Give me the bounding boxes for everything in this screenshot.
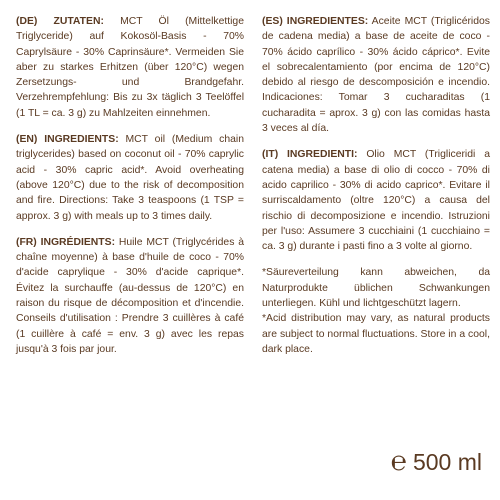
footnote-de: *Säureverteilung kann abweichen, da Naturprodukte üblichen Schwankungen unterliegen. Kühl und lichtgeschützt lagern. [262, 267, 490, 310]
net-volume [391, 448, 482, 476]
volume-amount: 500 ml [412, 449, 482, 475]
ingredients-fr-heading: (FR) INGRÉDIENTS: [16, 236, 116, 248]
ingredients-fr-text: Huile MCT (Triglycérides à chaîne moyenne) à base d'huile de coco - 70% d'acide caprylique - 30% d'acide caprique*. Évitez la surchauffe (au-dessus de 120°C) en raison du risque de décomposition et d'incendie. Conseils d'utilisation : Prendre 3 cuillères à café (1 cuillère à café = env. 3 g) avec les repas jusqu'à 3 fois par jour. [16, 236, 244, 355]
right-column [262, 14, 490, 357]
ingredients-it [262, 147, 490, 254]
ingredients-it-heading: (IT) INGREDIENTI: [262, 149, 358, 161]
ingredients-es-heading: (ES) INGREDIENTES: [262, 16, 369, 27]
ingredients-en-text: MCT oil (Medium chain triglycerides) based on coconut oil - 70% caprylic acid - 30% capric acid*. Avoid overheating (above 120°C) due to the risk of decomposition and fire. Directions: Take 3 teaspoons (1 TSP = approx. 3 g) with meals up to 3 times daily. [16, 134, 244, 222]
ingredients-de [16, 14, 244, 121]
ingredients-it-text: Olio MCT (Trigliceridi a catena media) a base di olio di cocco - 70% di acido caprilico - 30% di acido caprico*. Evitare il surriscaldamento (oltre 120°C) a causa del rischio di decomposizione e incendio. Istruzioni per l'uso: Assumere 3 cucchiaini (1 cucchiaino = ca. 3 g) durante i pasti fino a 3 volte al giorno. [262, 149, 490, 253]
ingredients-es [262, 14, 490, 136]
ingredients-fr [16, 235, 244, 357]
left-column [16, 14, 244, 368]
ingredients-en [16, 132, 244, 224]
ingredients-es-text: Aceite MCT (Triglicéridos de cadena media) a base de aceite de coco - 70% ácido caprílico - 30% ácido cáprico*. Evite el sobrecalentamiento (por encima de 120°C) debido al riesgo de descomposición e incendio. Indicaciones: Tomar 3 cucharaditas (1 cucharadita = aprox. 3 g) con las comidas hasta 3 veces al día. [262, 16, 490, 135]
ingredients-en-heading: (EN) INGREDIENTS: [16, 134, 119, 146]
footnote-en: *Acid distribution may vary, as natural products are subject to normal fluctuations. Store in a cool, dark place. [262, 313, 490, 355]
ingredients-de-heading: (DE) ZUTATEN: [16, 16, 104, 27]
ingredients-de-text: MCT Öl (Mittelkettige Triglyceride) auf Kokosöl-Basis - 70% Caprylsäure - 30% Caprinsäure*. Vermeiden Sie aber zu starkes Erhitzen (über 120°C) wegen Zersetzungs- und Brandgefahr. Verzehrempfehlung: Bis zu 3x täglich 3 Teelöffel (1 TL = ca. 3 g) zu Mahlzeiten einnehmen. [16, 16, 244, 119]
estimated-sign-icon: ℮ [390, 446, 407, 476]
